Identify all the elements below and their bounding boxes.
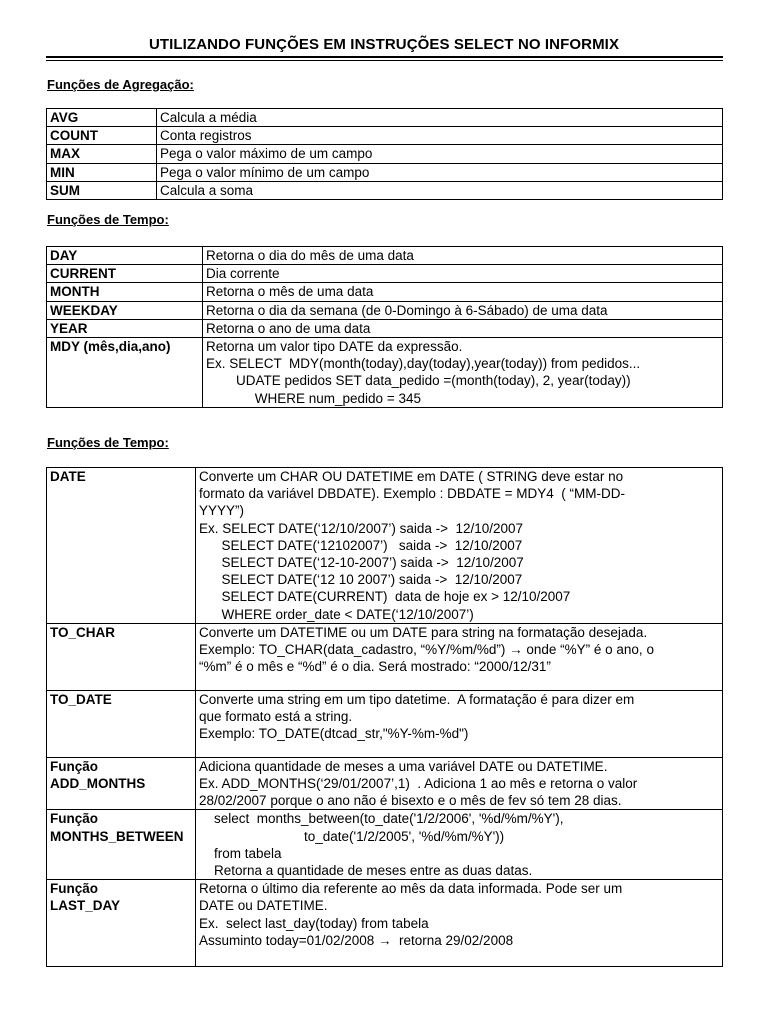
function-description [196,810,723,880]
function-name-month [47,283,203,301]
function-name-date [47,468,196,624]
description-line: Calcula a média [160,110,257,125]
description-line: SELECT DATE(‘12102007’) saida -> 12/10/2007 [199,537,523,553]
section-heading-time-1: Funções de Tempo: [47,212,169,227]
description-line: Dia corrente [206,266,280,282]
table-row [47,338,723,408]
function-description [157,145,723,163]
function-name-text: MONTHS_BETWEEN [50,828,184,844]
description-line: YYYY”) [199,503,245,519]
description-line: SELECT DATE(‘12 10 2007’) saida -> 12/10/2007 [199,572,523,588]
aggregation-functions-table [46,108,723,200]
function-description [203,338,723,408]
table-row [47,810,723,880]
table-row [47,468,723,624]
description-line: Ex. SELECT DATE(‘12/10/2007’) saida -> 12/10/2007 [199,520,524,536]
title-rule-thin [46,60,723,61]
time-functions-table-2 [46,467,723,967]
description-line: Retorna o dia da semana (de 0-Domingo à 6-Sábado) de uma data [206,302,608,318]
page-title: UTILIZANDO FUNÇÕES EM INSTRUÇÕES SELECT NO INFORMIX [148,36,620,53]
description-line: to_date('1/2/2005', '%d/%m/%Y')) [214,828,505,844]
function-name-last-day [47,880,196,967]
table-row [47,145,723,163]
table-row [47,181,723,199]
function-name-weekday [47,301,203,319]
function-name-text: TO_CHAR [50,624,116,640]
table-row [47,283,723,301]
function-description [157,109,723,127]
function-description [157,127,723,145]
table-row [47,127,723,145]
function-name-avg [47,109,157,127]
function-description [196,623,723,690]
function-description [196,468,723,624]
description-line: que formato está a string. [199,709,353,725]
function-name-add-months [47,757,196,810]
time-functions-table-1 [46,246,723,408]
section-heading-aggregation: Funções de Agregação: [47,77,194,92]
function-name-text: DATE [50,469,86,484]
function-description [157,163,723,181]
description-line: SELECT DATE(CURRENT) data de hoje ex > 12/10/2007 [199,589,571,605]
function-name-text: CURRENT [50,266,116,282]
table-row [47,301,723,319]
function-name-to-date [47,690,196,757]
function-description [196,757,723,810]
title-rule [46,56,723,58]
function-name-text: LAST_DAY [50,898,121,914]
table-row [47,247,723,265]
description-line: select months_between(to_date('1/2/2006', '%d/%m/%Y'), [214,811,564,827]
function-name-months-between [47,810,196,880]
function-description [196,690,723,757]
function-name-sum [47,181,157,199]
function-name-day [47,247,203,265]
description-line: Retorna o último dia referente ao mês da data informada. Pode ser um [199,881,623,897]
description-line: Converte um DATETIME ou um DATE para string na formatação desejada. [199,624,648,640]
description-line: Converte uma string em um tipo datetime. A formatação é para dizer em [199,691,635,707]
function-name-text: MAX [50,146,80,162]
description-line: UDATE pedidos SET data_pedido =(month(today), 2, year(today)) [206,373,631,389]
description-line: Conta registros [160,128,252,144]
description-line: DATE ou DATETIME. [199,898,328,914]
function-description [157,181,723,199]
function-name-min [47,163,157,181]
function-description [203,301,723,319]
function-name-text: Função [50,881,99,897]
table-row [47,265,723,283]
description-line: Pega o valor máximo de um campo [160,146,373,162]
table-row [47,163,723,181]
function-name-text: ADD_MONTHS [50,776,146,792]
description-line: from tabela [214,845,282,861]
function-name-max [47,145,157,163]
description-line: WHERE order_date < DATE(‘12/10/2007’) [199,606,474,622]
function-name-mdy-m-s-dia-ano [47,338,203,408]
function-description [203,247,723,265]
function-name-text: TO_DATE [50,691,112,707]
function-name-text: DAY [50,248,78,263]
description-line: Ex. SELECT MDY(month(today),day(today),year(today)) from pedidos... [206,356,641,372]
function-description [203,283,723,301]
function-name-current [47,265,203,283]
function-name-year [47,319,203,337]
table-row [47,690,723,757]
description-line: Retorna o mês de uma data [206,284,374,300]
function-description [196,880,723,967]
function-name-text: Função [50,811,99,827]
description-line: Adiciona quantidade de meses a uma variável DATE ou DATETIME. [199,758,608,774]
description-line: Pega o valor mínimo de um campo [160,164,370,180]
function-description [203,319,723,337]
description-line: Assuminto today=01/02/2008 → retorna 29/02/2008 [199,932,514,948]
description-line: 28/02/2007 porque o ano não é bisexto e o mês de fev só tem 28 dias. [199,793,622,809]
function-name-text: YEAR [50,320,88,336]
function-name-to-char [47,623,196,690]
description-line: formato da variável DBDATE). Exemplo : DBDATE = MDY4 ( “MM-DD- [199,486,625,502]
function-name-text: SUM [50,182,80,198]
function-name-text: MIN [50,164,75,180]
description-line: Exemplo: TO_CHAR(data_cadastro, “%Y/%m/%d”) → onde “%Y” é o ano, o [199,642,654,658]
description-line: WHERE num_pedido = 345 [206,390,421,406]
description-line: Retorna o ano de uma data [206,320,371,336]
function-name-text: MDY (mês,dia,ano) [50,339,171,355]
table-row [47,757,723,810]
description-line: Ex. ADD_MONTHS(‘29/01/2007’,1) . Adiciona 1 ao mês e retorna o valor [199,776,638,792]
description-line: Ex. select last_day(today) from tabela [199,915,429,931]
function-name-count [47,127,157,145]
section-heading-time-2: Funções de Tempo: [47,435,169,450]
description-line: SELECT DATE(‘12-10-2007’) saida -> 12/10/2007 [199,555,524,571]
description-line: Retorna um valor tipo DATE da expressão. [206,339,463,355]
table-row [47,109,723,127]
table-row [47,880,723,967]
function-description [203,265,723,283]
description-line: Calcula a soma [160,182,254,198]
table-row [47,319,723,337]
function-name-text: COUNT [50,128,98,144]
table-row [47,623,723,690]
description-line: Retorna a quantidade de meses entre as duas datas. [214,863,533,879]
description-line: Exemplo: TO_DATE(dtcad_str,"%Y-%m-%d") [199,726,469,742]
description-line: Retorna o dia do mês de uma data [206,248,414,263]
function-name-text: MONTH [50,284,100,300]
function-name-text: AVG [50,110,79,125]
description-line: Converte um CHAR OU DATETIME em DATE ( STRING deve estar no [199,469,624,484]
function-name-text: WEEKDAY [50,302,118,318]
description-line: “%m” é o mês e “%d” é o dia. Será mostrado: “2000/12/31” [199,659,551,675]
function-name-text: Função [50,758,99,774]
